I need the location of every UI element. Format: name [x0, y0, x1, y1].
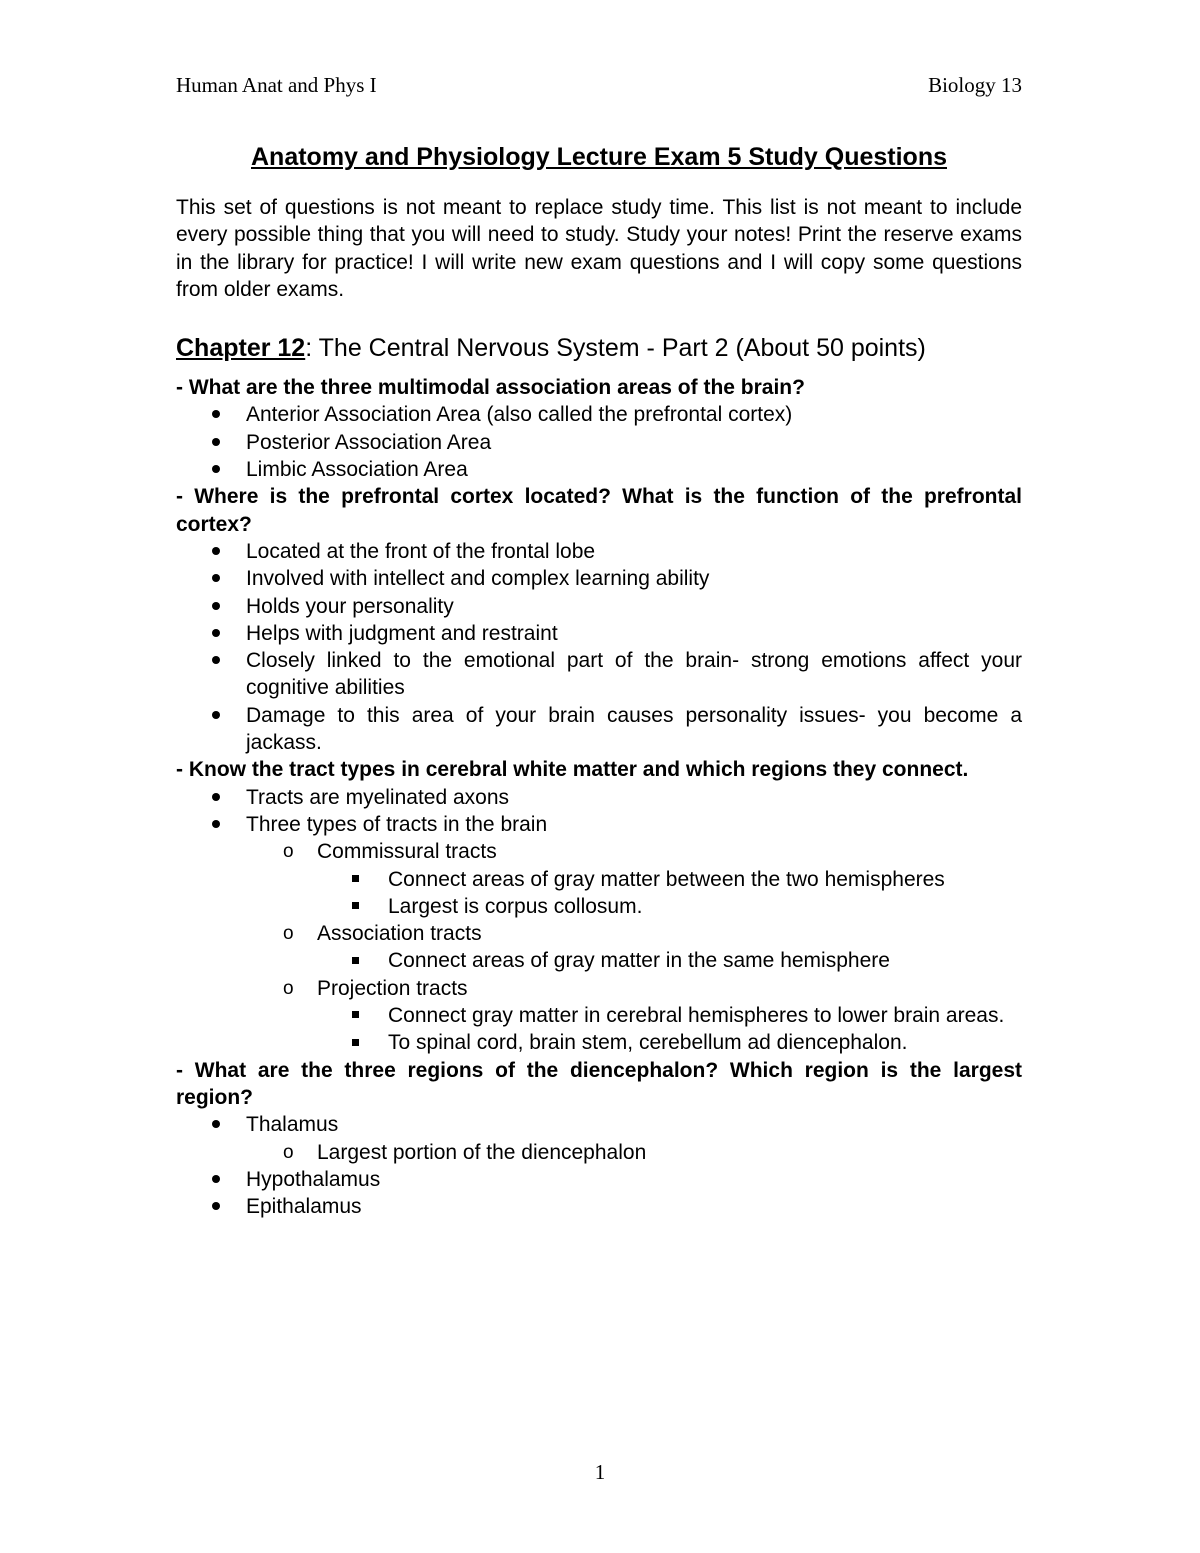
list-item: Damage to this area of your brain causes personality issues- you become a jackass.	[176, 702, 1022, 757]
circle-bullet-icon: o	[283, 1141, 294, 1163]
list-item: o Projection tracts	[176, 975, 1022, 1002]
square-bullet-icon	[352, 957, 359, 964]
chapter-title: : The Central Nervous System - Part 2 (About 50 points)	[305, 334, 926, 363]
question-4: - What are the three regions of the diencephalon? Which region is the largest region?	[176, 1058, 1022, 1109]
list-item: Anterior Association Area (also called the prefrontal cortex)	[176, 401, 1022, 428]
bullet-icon	[212, 793, 220, 801]
answer-list-4	[176, 1111, 1022, 1220]
header-course: Human Anat and Phys I	[176, 73, 377, 97]
list-item: Three types of tracts in the brain	[176, 811, 1022, 838]
question-3: - Know the tract types in cerebral white matter and which regions they connect.	[176, 758, 969, 782]
list-item: Holds your personality	[176, 593, 1022, 620]
bullet-icon	[212, 1120, 220, 1128]
list-item: To spinal cord, brain stem, cerebellum ad diencephalon.	[176, 1029, 1022, 1056]
bullet-icon	[212, 438, 220, 446]
list-item: Limbic Association Area	[176, 456, 1022, 483]
bullet-icon	[212, 656, 220, 664]
document-body	[176, 140, 1022, 1220]
bullet-icon	[212, 547, 220, 555]
list-item: Epithalamus	[176, 1193, 1022, 1220]
header-course-code: Biology 13	[928, 73, 1022, 97]
chapter-heading	[176, 331, 1022, 365]
answer-list-2	[176, 538, 1022, 756]
bullet-icon	[212, 1175, 220, 1183]
document-title: Anatomy and Physiology Lecture Exam 5 Study Questions	[251, 143, 947, 171]
list-item: Helps with judgment and restraint	[176, 620, 1022, 647]
list-item: Largest is corpus collosum.	[176, 893, 1022, 920]
square-bullet-icon	[352, 1011, 359, 1018]
list-item: Hypothalamus	[176, 1166, 1022, 1193]
answer-list-1	[176, 401, 1022, 483]
list-item: Connect areas of gray matter between the two hemispheres	[176, 866, 1022, 893]
bullet-icon	[212, 574, 220, 582]
bullet-icon	[212, 465, 220, 473]
question-1: - What are the three multimodal association areas of the brain?	[176, 376, 805, 400]
bullet-icon	[212, 820, 220, 828]
list-item: Connect areas of gray matter in the same hemisphere	[176, 947, 1022, 974]
chapter-number: Chapter 12	[176, 334, 306, 363]
bullet-icon	[212, 602, 220, 610]
bullet-icon	[212, 629, 220, 637]
circle-bullet-icon: o	[283, 841, 294, 863]
bullet-icon	[212, 711, 220, 719]
list-item: Posterior Association Area	[176, 429, 1022, 456]
list-item: o Commissural tracts	[176, 838, 1022, 865]
intro-paragraph: This set of questions is not meant to replace study time. This list is not meant to include every possible thing that you will need to study. Study your notes! Print the reserve exams in the library for practice! I will write new exam questions and I will copy some questions from older exams.	[176, 196, 1022, 301]
list-item: Located at the front of the frontal lobe	[176, 538, 1022, 565]
circle-bullet-icon: o	[283, 977, 294, 999]
square-bullet-icon	[352, 1039, 359, 1046]
list-item: o Largest portion of the diencephalon	[176, 1139, 1022, 1166]
list-item: Thalamus	[176, 1111, 1022, 1138]
list-item: Closely linked to the emotional part of the brain- strong emotions affect your cognitive abilities	[176, 647, 1022, 702]
list-item: Tracts are myelinated axons	[176, 784, 1022, 811]
page-number: 1	[594, 1460, 606, 1484]
list-item: o Association tracts	[176, 920, 1022, 947]
square-bullet-icon	[352, 902, 359, 909]
list-item: Connect gray matter in cerebral hemispheres to lower brain areas.	[176, 1002, 1022, 1029]
circle-bullet-icon: o	[283, 923, 294, 945]
answer-list-3	[176, 784, 1022, 1057]
bullet-icon	[212, 1202, 220, 1210]
bullet-icon	[212, 410, 220, 418]
list-item: Involved with intellect and complex learning ability	[176, 565, 1022, 592]
question-2: - Where is the prefrontal cortex located? What is the function of the prefrontal cortex?	[176, 485, 1022, 536]
square-bullet-icon	[352, 875, 359, 882]
